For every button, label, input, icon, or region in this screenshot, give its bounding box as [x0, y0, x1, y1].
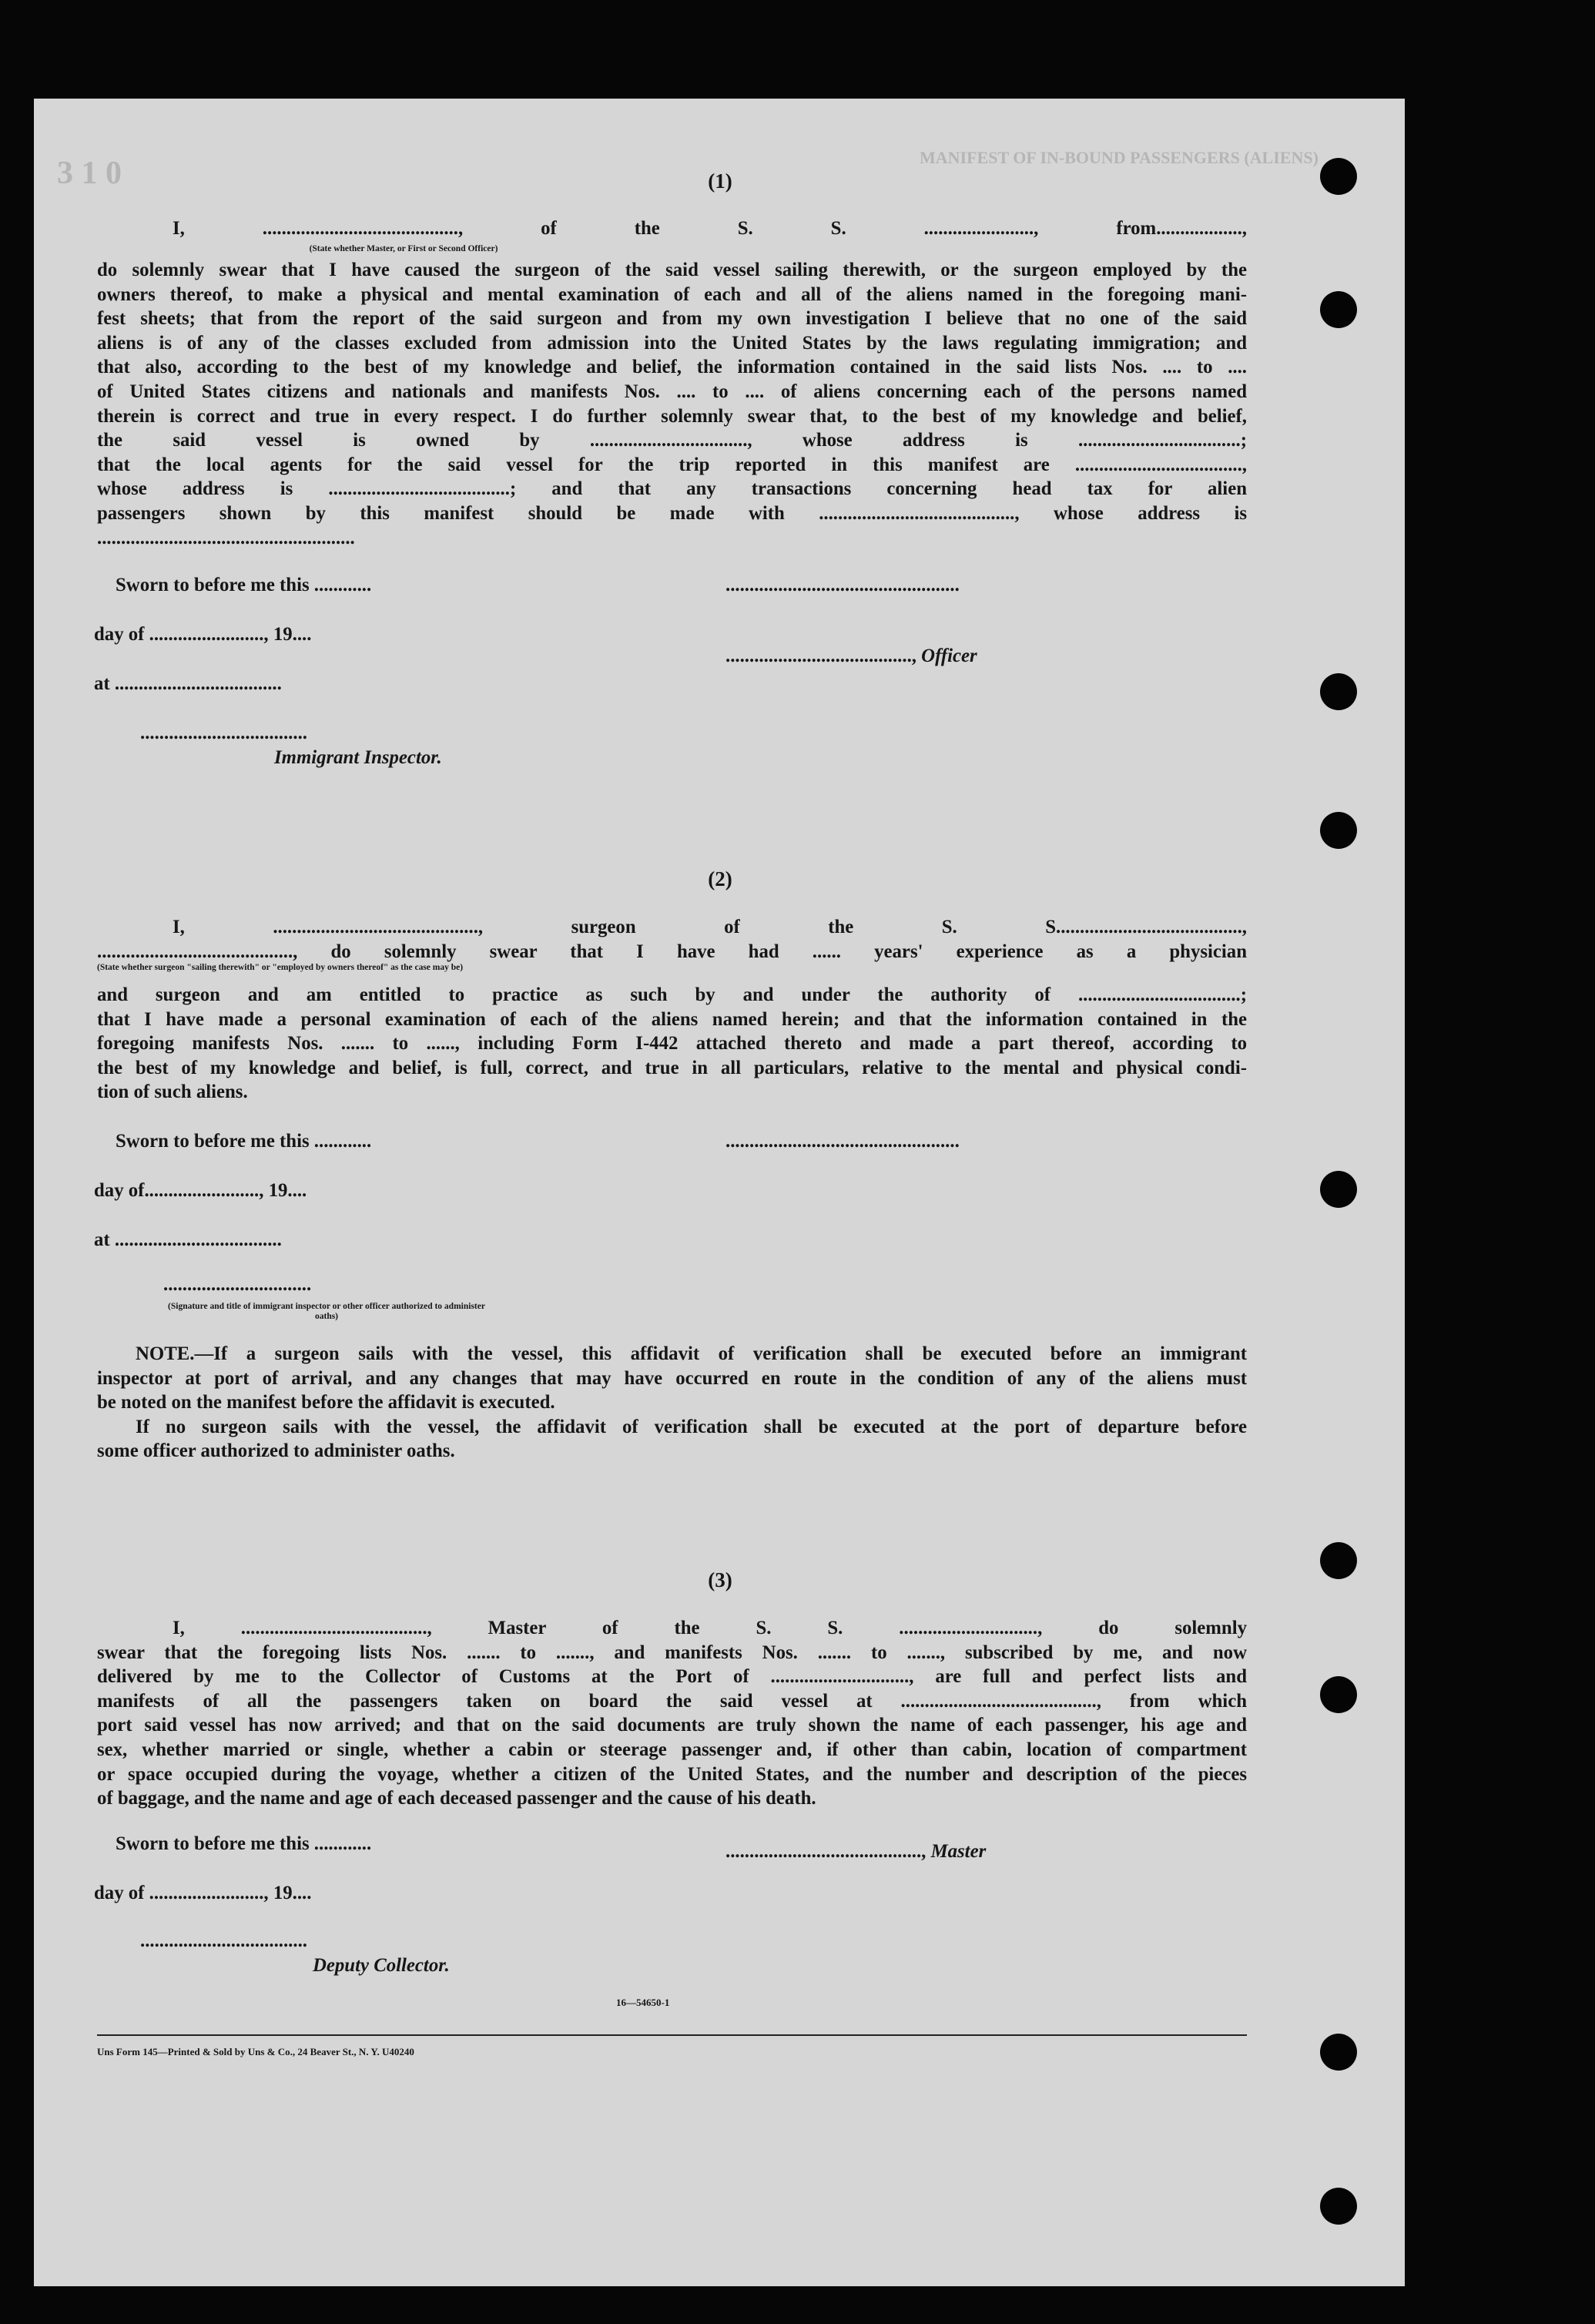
section-1-signature-line: .................................................: [725, 575, 960, 595]
section-1-heading: (1): [708, 169, 732, 193]
section-1-oath: [97, 216, 1247, 241]
section-1-body: do solemnly swear that I have caused the surgeon of the said vessel sailing therewith, or the surgeon employed by the owners thereof, to make a physical and mental examination of each and all of the aliens named in the foregoing mani- fest sheets; that from the report of the said surgeon and from my own investigation I believe that no one of the said aliens is of any of the classes excluded from admission into the United States by the laws regulating immigration; and that also, according to the best of my knowledge and belief, the information contained in the said lists Nos. .... to .... of United States citizens and nationals and manifests Nos. .... to .... of aliens concerning each of the persons named therein is correct and true in every respect. I do further solemnly swear that, to the best of my knowledge and belief, the said vessel is owned by ................................., whose address is ..................................; that the local agents for the said vessel for the trip reported in this manifest are ..................................., whose address is ......................................; and that any transactions concerning head tax for alien passengers shown by this manifest should be made with ........................................., whose address is ......................................................: [97, 260, 1247, 548]
section-1-sworn: Sworn to before me this ............: [116, 575, 372, 595]
binder-hole: [1320, 2034, 1357, 2071]
binder-hole: [1320, 158, 1357, 195]
binder-hole: [1320, 1542, 1357, 1579]
section-1-line-1: I, ........................................., of the S. S. ......................., from..................,: [173, 218, 1247, 239]
section-3-collector-label: Deputy Collector.: [313, 1955, 450, 1976]
binder-hole: [1320, 1676, 1357, 1713]
section-3-collector-line: ...................................: [140, 1930, 307, 1951]
binder-hole: [1320, 812, 1357, 849]
section-1-inspector-line: ...................................: [140, 723, 307, 743]
section-1-officer-line: ......................................., Officer: [725, 646, 977, 666]
binder-hole: [1320, 673, 1357, 710]
section-2-at: at ...................................: [94, 1229, 282, 1250]
section-1-day: day of ........................, 19....: [94, 624, 312, 645]
section-2-note: NOTE.—If a surgeon sails with the vessel, this affidavit of verification shall be executed before an immigrant inspector at port of arrival, and any changes that may have occurred en route in the condition of any of the aliens must be noted on the manifest before the affidavit is executed. If no surgeon sails with the vessel, the affidavit of verification shall be executed at the port of departure before some officer authorized to administer oaths.: [97, 1343, 1247, 1462]
section-2-surgeon-note: (State whether surgeon "sailing therewith" or "employed by owners thereof" as the case may be): [97, 963, 464, 972]
printer-imprint: Uns Form 145—Printed & Sold by Uns & Co., 24 Beaver St., N. Y. U40240: [97, 2046, 414, 2057]
manifest-page: 3 1 0 MANIFEST OF IN-BOUND PASSENGERS (ALIENS) (1) I, ........................................., of the S. S. ......................., from.................., (State whether Master, or First or Second Officer) do solemnly swear that I have caused the surgeon of the said vessel sailing therewith, or the surgeon employed by the owners thereof, to make a physical and mental examination of each and all of the aliens named in the foregoing mani- fest sheets; that from the report of the said surgeon and from my own investigation I believe that no one of the said aliens is of any of the classes excluded from admission into the United States by the laws regulating immigration; and that also, according to the best of my knowledge and belief, the information contained in the said lists Nos. .... to .... of United States citizens and nationals and manifests Nos. .... to .... of aliens concerning each of the persons named therein is correct and true in every respect. I do further solemnly swear that, to the best of my knowledge and belief, the said vessel is owned by ................................., whose address is ..................................; that the local agents for the said vessel for the trip reported in this manifest are ..................................., whose address is ......................................; and that any transactions concerning head tax for alien passengers shown by this manifest should be made with ........................................., whose address is ...................................................... Sworn to before me this ............ ................................................. day of ........................, 19.... ......................................., Officer at ................................... ................................... Immigrant Inspector. (2) I, ..........................................., surgeon of the S. S......................................., ........................................., do solemnly swear that I have had ...... years' experience as a physician (State whether surgeon "sailing therewith" or "employed by owners thereof" as the case may be) and surgeon and am entitled to practice as such by and under the authority of ..................................; that I have made a personal examination of each of the aliens named herein; and that the information contained in the foregoing manifests Nos. ....... to ......, including Form I-442 attached thereto and made a part thereof, according to the best of my knowledge and belief, is full, correct, and true in all particulars, relative to the mental and physical condi- tion of such aliens. Sworn to before me this ............ ................................................. day of........................, 19.... at ................................... ............................... (Signature and title of immigrant inspector or other officer authorized to administer oaths) NOTE.—If a surgeon sails with the vessel, this affidavit of verification shall be executed before an immigrant inspector at port of arrival, and any changes that may have occurred en route in the condition of any of the aliens must be noted on the manifest before the affidavit is executed. If no surgeon sails with the vessel, the affidavit of verification shall be executed at the port of departure before some officer authorized to administer oaths. (3) I, ......................................., Master of the S. S. ............................., do solemnly swear that the foregoing lists Nos. ....... to ......., and manifests Nos. ....... to ......., subscribed by me, and now delivered by me to the Collector of Customs at the Port of ............................., are full and perfect lists and manifests of all the passengers taken on board the said vessel at ........................................., from which port said vessel has now arrived; and that on the said documents are truly shown the name of each passenger, his age and sex, whether married or single, whether a cabin or steerage passenger and, if other than cabin, location of compartment or space occupied during the voyage, whether a citizen of the United States, and the number and description of the pieces of baggage, and the name and age of each deceased passenger and the cause of his death. Sworn to before me this ............ ........................................., Master day of ........................, 19.... ................................... Deputy Collector. 16—54650-1 Uns Form 145—Printed & Sold by Uns & Co., 24 Beaver St., N. Y. U40240: [34, 99, 1405, 2286]
binder-hole: [1320, 291, 1357, 328]
section-3-sworn: Sworn to before me this ............: [116, 1833, 372, 1854]
section-2-signature-line: .................................................: [725, 1131, 960, 1152]
section-3-day: day of ........................, 19....: [94, 1883, 312, 1903]
section-1-at: at ...................................: [94, 673, 282, 694]
section-2-sworn: Sworn to before me this ............: [116, 1131, 372, 1152]
section-1-officer-note: (State whether Master, or First or Second Officer): [309, 244, 498, 253]
section-3-heading: (3): [708, 1568, 732, 1591]
section-3-body: I, ......................................., Master of the S. S. ............................., do solemnly swear that the foregoing lists Nos. ....... to ......., and manifests Nos. ....... to ......., subscribed by me, and now delivered by me to the Collector of Customs at the Port of ............................., are full and perfect lists and manifests of all the passengers taken on board the said vessel at ........................................., from which port said vessel has now arrived; and that on the said documents are truly shown the name of each passenger, his age and sex, whether married or single, whether a cabin or steerage passenger and, if other than cabin, location of compartment or space occupied during the voyage, whether a citizen of the United States, and the number and description of the pieces of baggage, and the name and age of each deceased passenger and the cause of his death.: [97, 1618, 1247, 1809]
form-code: 16—54650-1: [616, 1997, 670, 2008]
section-2-body: and surgeon and am entitled to practice as such by and under the authority of ..................................; that I have made a personal examination of each of the aliens named herein; and that the information contained in the foregoing manifests Nos. ....... to ......, including Form I-442 attached thereto and made a part thereof, according to the best of my knowledge and belief, is full, correct, and true in all particulars, relative to the mental and physical condi- tion of such aliens.: [97, 984, 1247, 1103]
binder-hole: [1320, 2188, 1357, 2225]
section-1-inspector-label: Immigrant Inspector.: [274, 747, 442, 768]
section-2-day: day of........................, 19....: [94, 1180, 307, 1201]
section-2-oath: I, ..........................................., surgeon of the S. S......................................., ........................................., do solemnly swear that I have had ...... years' experience as a physician: [97, 917, 1247, 962]
footer-rule: [97, 2034, 1247, 2036]
binder-hole: [1320, 1171, 1357, 1208]
section-2-inspector-line: ...............................: [163, 1274, 312, 1295]
section-3-master-line: ........................................., Master: [725, 1841, 987, 1862]
section-2-heading: (2): [708, 867, 732, 890]
section-2-inspector-note: (Signature and title of immigrant inspector or other officer authorized to administer oaths): [168, 1302, 485, 1321]
